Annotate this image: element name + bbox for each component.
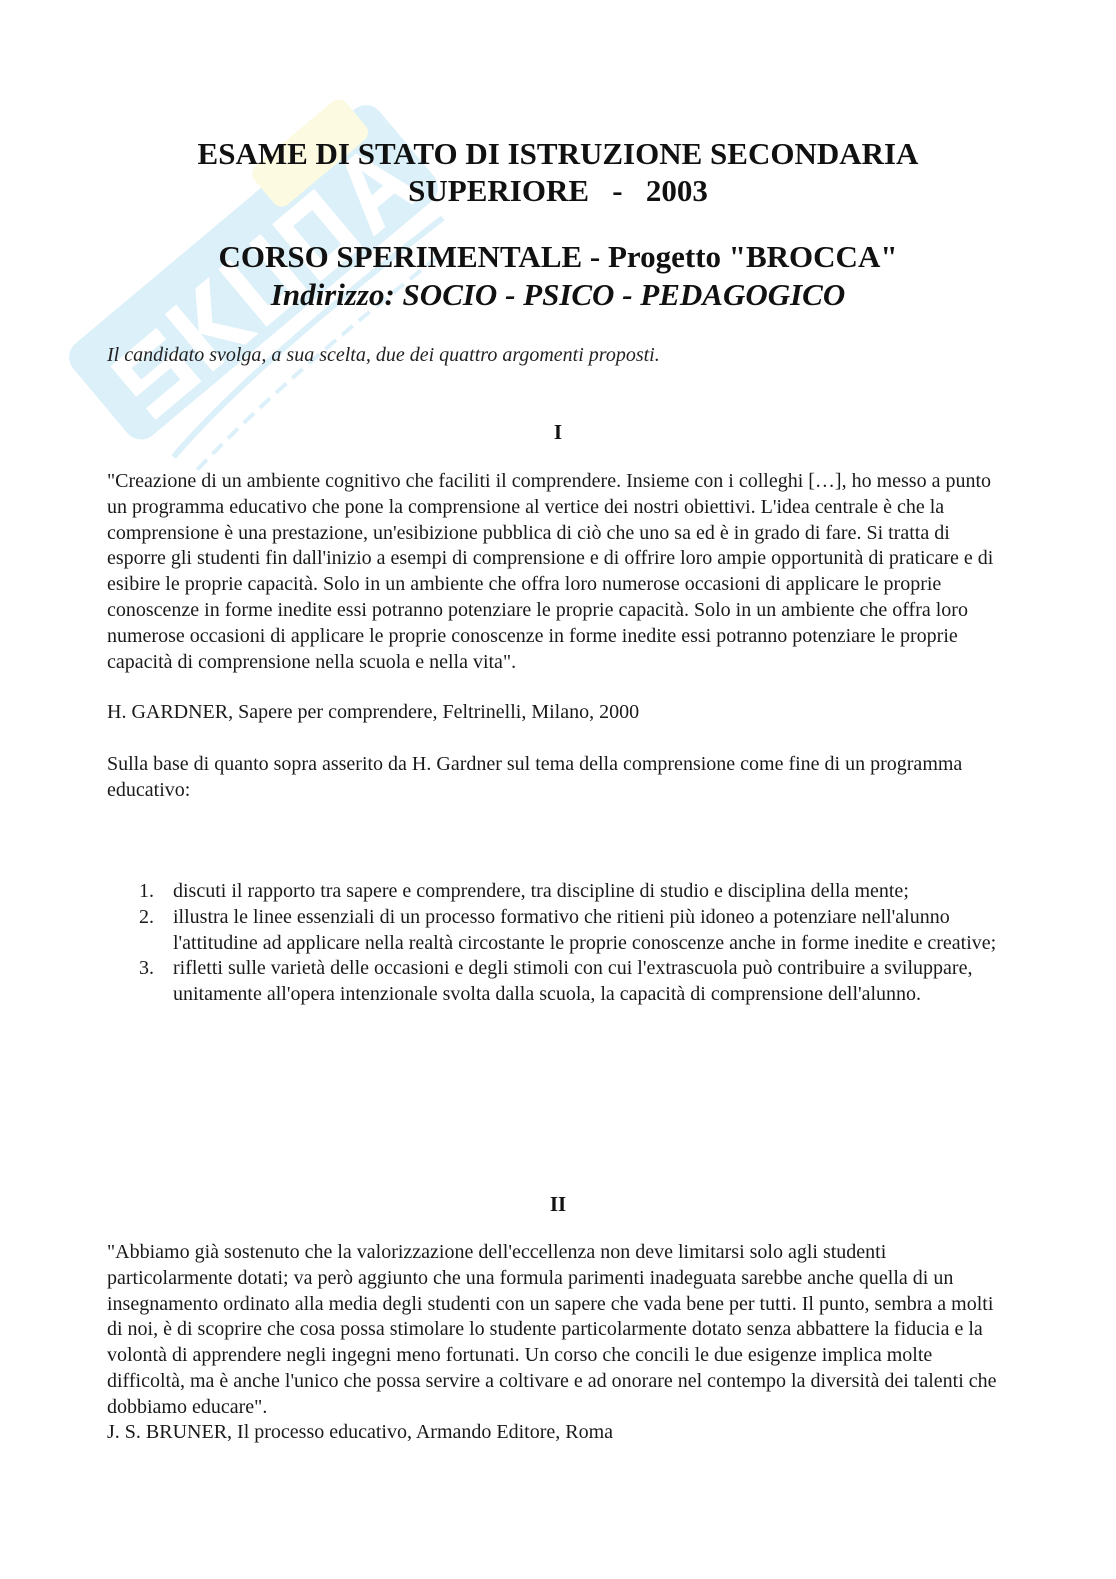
section1-citation: H. GARDNER, Sapere per comprendere, Feltrinelli, Milano, 2000 (107, 701, 640, 723)
section-number-1: I (553, 420, 563, 444)
section2-quote: "Abbiamo già sostenuto che la valorizzazione dell'eccellenza non deve limitarsi solo agli studenti particolarmente dotati; va però aggiunto che una formula parimenti inadeguata sarebbe anche quella di un insegnamento ordinato alla media degli studenti con un sapere che vada bene per tutti. Il punto, sembra a molti di noi, è di scoprire che cosa possa stimolare lo studente particolarmente dotato senza abbattere la fiducia e la volontà di apprendere negli ingegni meno fortunati. Un corso che concili le due esigenze implica molte difficoltà, ma è anche l'unico che possa servire a coltivare e ad onorare nel contempo la diversità dei talenti che dobbiamo educare". (107, 1241, 997, 1418)
exam-title-line1: ESAME DI STATO DI ISTRUZIONE SECONDARIA (197, 136, 919, 171)
task-text: discuti il rapporto tra sapere e comprendere, tra discipline di studio e disciplina della mente; (173, 880, 909, 902)
task-text: illustra le linee essenziali di un processo formativo che ritieni più idoneo a potenziare nell'alunno l'attitudine ad applicare nella realtà circostante le proprie conoscenze anche in forme inedite e creative; (173, 905, 997, 954)
task-text: rifletti sulle varietà delle occasioni e degli stimoli con cui l'extrascuola può contribuire a sviluppare, unitamente all'opera intenzionale svolta dalla scuola, la capacità di comprensione dell'alunno. (173, 957, 973, 1006)
course-heading (0, 238, 1116, 314)
exam-title (0, 135, 1116, 209)
list-item (133, 956, 1013, 1008)
task-number: 2. (139, 905, 154, 928)
list-item (133, 879, 1013, 905)
section2-citation: J. S. BRUNER, Il processo educativo, Armando Editore, Roma (107, 1421, 614, 1443)
list-item (133, 905, 1013, 957)
instructions-text: Il candidato svolga, a sua scelta, due dei quattro argomenti proposti. (107, 344, 660, 366)
section1-quote: "Creazione di un ambiente cognitivo che faciliti il comprendere. Insieme con i colleghi […], ho messo a punto un programma educativo che pone la comprensione al vertice dei nostri obiettivi. L'idea centrale è che la comprensione è una prestazione, un'esibizione pubblica di ciò che uno sa ed è in grado di fare. Si tratta di esporre gli studenti fin dall'inizio a esempi di comprensione e di offrire loro ampie opportunità di praticare e di esibire le proprie capacità. Solo in un ambiente che offra loro numerose occasioni di applicare le proprie conoscenze in forme inedite essi potranno potenziare le proprie capacità. Solo in un ambiente che offra loro numerose occasioni di applicare le proprie conoscenze in forme inedite essi potranno potenziare le proprie capacità di comprensione nella scuola e nella vita". (107, 470, 994, 673)
section-number-2: II (549, 1192, 567, 1216)
exam-title-line2: SUPERIORE - 2003 (408, 173, 708, 208)
section1-task-list (133, 879, 1013, 1008)
task-number: 1. (139, 880, 154, 902)
task-number: 3. (139, 957, 154, 980)
course-name: CORSO SPERIMENTALE - Progetto "BROCCA" (218, 239, 898, 274)
section1-intro: Sulla base di quanto sopra asserito da H. Gardner sul tema della comprensione come fine di un programma educativo: (107, 753, 963, 801)
course-track: Indirizzo: SOCIO - PSICO - PEDAGOGICO (270, 277, 846, 312)
